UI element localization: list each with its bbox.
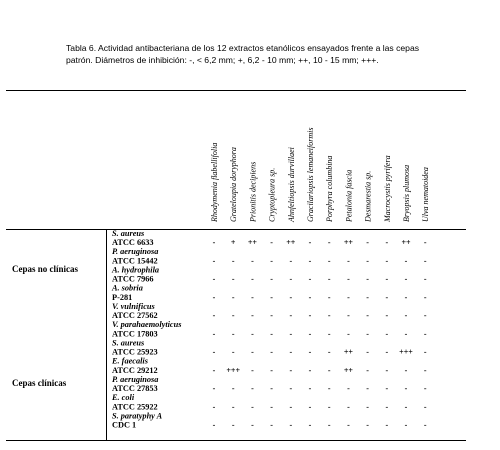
result-cell: - — [423, 274, 427, 284]
result-cell: - — [404, 365, 408, 375]
result-cell: - — [423, 238, 427, 248]
strain-id: ATCC 6633 — [112, 238, 154, 248]
result-cell: - — [347, 256, 350, 266]
result-cell: - — [366, 329, 369, 339]
strain-species: E. faecalis — [112, 356, 148, 366]
result-cell: - — [404, 256, 408, 266]
result-cell: - — [385, 238, 389, 248]
strain-id: ATCC 25922 — [112, 402, 158, 412]
result-cell: +++ — [399, 347, 413, 357]
result-cell: - — [347, 292, 350, 302]
strain-species: P. aeruginosa — [112, 374, 159, 384]
group-label-clinicas: Cepas clínicas — [12, 378, 67, 388]
result-cell: - — [385, 384, 389, 394]
result-cell: - — [366, 365, 369, 375]
result-cell: - — [347, 402, 350, 412]
result-cell: - — [308, 238, 312, 248]
result-cell: - — [251, 329, 254, 339]
column-header: Macrocystis pyrifera — [382, 155, 392, 222]
strain-id: P-281 — [112, 292, 133, 302]
result-cells — [213, 238, 427, 429]
result-cell: - — [366, 402, 369, 412]
result-cell: - — [231, 329, 235, 339]
table-caption: Tabla 6. Actividad antibacteriana de los 12 extractos etanólicos ensayados frente a las cepas patrón. Diámetros de inhibición: -, < 6,2 mm; +, 6,2 - 10 mm; ++, 10 - 15 mm; +++. — [66, 43, 420, 65]
strain-species: P. aeruginosa — [112, 247, 159, 257]
result-cell: ++ — [343, 238, 353, 248]
result-cell: - — [231, 274, 235, 284]
result-cell: - — [251, 274, 254, 284]
result-cell: ++ — [247, 238, 257, 248]
strain-species: A. hydrophila — [112, 265, 160, 275]
strain-id: CDC 1 — [112, 420, 137, 430]
result-cell: - — [347, 384, 350, 394]
result-cell: - — [327, 311, 331, 321]
result-cell: - — [308, 402, 312, 412]
column-header: Petalonia fascia — [344, 169, 354, 222]
result-cell: - — [327, 347, 331, 357]
column-header: Desmarestia sp. — [363, 170, 373, 222]
result-cell: - — [231, 256, 235, 266]
result-cell: - — [327, 292, 331, 302]
result-cell: - — [308, 311, 312, 321]
result-cell: - — [251, 420, 254, 430]
result-cell: - — [212, 274, 216, 284]
result-cell: - — [327, 420, 331, 430]
result-cell: ++ — [343, 347, 353, 357]
result-cell: - — [423, 347, 427, 357]
strain-id: ATCC 15442 — [112, 256, 158, 266]
strain-id: ATCC 25923 — [112, 347, 158, 357]
column-header: Ahnfeltiopsis durvillaei — [286, 147, 296, 222]
result-cell: ++ — [286, 238, 296, 248]
result-cell: ++ — [401, 238, 411, 248]
strain-species: E. coli — [112, 393, 135, 403]
column-headers — [210, 128, 430, 223]
result-cell: - — [212, 365, 216, 375]
result-cell: - — [404, 311, 408, 321]
result-cell: - — [289, 402, 293, 412]
result-cell: - — [385, 420, 389, 430]
column-header: Cryptopleura sp. — [267, 167, 277, 222]
result-cell: - — [366, 238, 369, 248]
result-cell: - — [327, 402, 331, 412]
result-cell: - — [270, 274, 273, 284]
result-cell: - — [270, 402, 273, 412]
result-cell: - — [212, 402, 216, 412]
result-cell: - — [251, 256, 254, 266]
result-cell: - — [289, 292, 293, 302]
result-cell: - — [366, 420, 369, 430]
result-cell: - — [251, 347, 254, 357]
result-cell: - — [423, 365, 427, 375]
result-cell: - — [270, 238, 273, 248]
result-cell: - — [270, 420, 273, 430]
column-header: Rhodymenia flabellifolia — [210, 142, 219, 222]
strain-species: S. aureus — [112, 338, 145, 348]
result-cell: - — [231, 402, 235, 412]
result-cell: - — [327, 274, 331, 284]
result-cell: +++ — [226, 365, 241, 375]
strain-id: ATCC 27853 — [112, 384, 158, 394]
result-cell: - — [251, 311, 254, 321]
result-cell: - — [423, 292, 427, 302]
column-header: Porphyra columbina — [325, 155, 335, 222]
result-cell: - — [289, 329, 293, 339]
result-cell: - — [423, 402, 427, 412]
strain-species: S. paratyphy A — [112, 411, 163, 421]
result-cell: - — [385, 292, 389, 302]
result-cell: - — [270, 311, 273, 321]
result-cell: - — [327, 365, 331, 375]
result-cell: - — [251, 365, 254, 375]
result-cell: - — [347, 274, 350, 284]
result-cell: - — [231, 347, 235, 357]
result-cell: - — [231, 420, 235, 430]
strain-id: ATCC 29212 — [112, 365, 158, 375]
strain-id: ATCC 7966 — [112, 274, 154, 284]
result-cell: - — [270, 365, 273, 375]
result-cell: + — [230, 238, 236, 248]
result-cell: - — [385, 274, 389, 284]
result-cell: - — [212, 347, 216, 357]
result-cell: - — [327, 238, 331, 248]
result-cell: - — [423, 311, 427, 321]
column-header: Gracilariopsis lemaneiformis — [306, 127, 315, 222]
result-cell: - — [212, 238, 216, 248]
result-cell: - — [385, 347, 389, 357]
result-cell: - — [327, 256, 331, 266]
result-cell: - — [308, 365, 312, 375]
result-cell: - — [366, 256, 369, 266]
result-cell: - — [385, 311, 389, 321]
result-cell: - — [289, 311, 293, 321]
result-cell: - — [212, 256, 216, 266]
result-cell: - — [385, 329, 389, 339]
result-cell: - — [308, 292, 312, 302]
result-cell: - — [289, 365, 293, 375]
result-cell: - — [404, 384, 408, 394]
result-cell: - — [327, 384, 331, 394]
result-cell: - — [251, 402, 254, 412]
result-cell: - — [404, 402, 408, 412]
result-cell: - — [347, 329, 350, 339]
result-cell: - — [404, 274, 408, 284]
strain-id: ATCC 17803 — [112, 329, 158, 339]
result-cell: - — [270, 384, 273, 394]
result-cell: - — [347, 311, 350, 321]
result-cell: - — [366, 384, 369, 394]
result-cell: - — [212, 311, 216, 321]
result-cell: - — [289, 384, 293, 394]
result-cell: - — [231, 311, 235, 321]
group-label-no-clinicas: Cepas no clínicas — [12, 264, 79, 274]
result-cell: - — [251, 384, 254, 394]
result-cell: - — [270, 256, 273, 266]
result-cell: - — [289, 347, 293, 357]
result-cell: - — [347, 420, 350, 430]
result-cell: - — [308, 329, 312, 339]
column-header: Prionitis decipiens — [248, 161, 258, 222]
row-labels — [111, 229, 181, 430]
result-cell: - — [212, 420, 216, 430]
result-cell: - — [308, 347, 312, 357]
strain-species: A. sobria — [112, 283, 143, 293]
result-cell: - — [366, 274, 369, 284]
column-header: Grateloupia doryphora — [229, 147, 239, 222]
result-cell: - — [308, 256, 312, 266]
result-cell: - — [385, 365, 389, 375]
strain-species: V. vulnificus — [112, 301, 155, 311]
result-cell: - — [385, 402, 389, 412]
result-cell: - — [270, 292, 273, 302]
result-cell: - — [212, 384, 216, 394]
result-cell: - — [270, 347, 273, 357]
result-cell: - — [308, 274, 312, 284]
result-cell: - — [270, 329, 273, 339]
result-cell: - — [366, 347, 369, 357]
result-cell: - — [308, 384, 312, 394]
result-cell: - — [423, 384, 427, 394]
result-cell: ++ — [343, 365, 353, 375]
result-cell: - — [308, 420, 312, 430]
strain-species: V. parahaemolyticus — [112, 320, 182, 330]
result-cell: - — [366, 292, 369, 302]
result-cell: - — [231, 384, 235, 394]
result-cell: - — [251, 292, 254, 302]
result-cell: - — [404, 420, 408, 430]
result-cell: - — [404, 292, 408, 302]
result-cell: - — [289, 274, 293, 284]
result-cell: - — [385, 256, 389, 266]
result-cell: - — [231, 292, 235, 302]
result-cell: - — [289, 256, 293, 266]
column-header: Bryopsis plumosa — [402, 164, 411, 222]
column-header: Ulva nematoidea — [421, 167, 431, 222]
result-cell: - — [404, 329, 408, 339]
result-cell: - — [366, 311, 369, 321]
result-cell: - — [327, 329, 331, 339]
result-cell: - — [423, 256, 427, 266]
result-cell: - — [212, 292, 216, 302]
result-cell: - — [423, 420, 427, 430]
result-cell: - — [289, 420, 293, 430]
strain-species: S. aureus — [112, 229, 145, 238]
result-cell: - — [423, 329, 427, 339]
strain-id: ATCC 27562 — [112, 311, 158, 321]
result-cell: - — [212, 329, 216, 339]
